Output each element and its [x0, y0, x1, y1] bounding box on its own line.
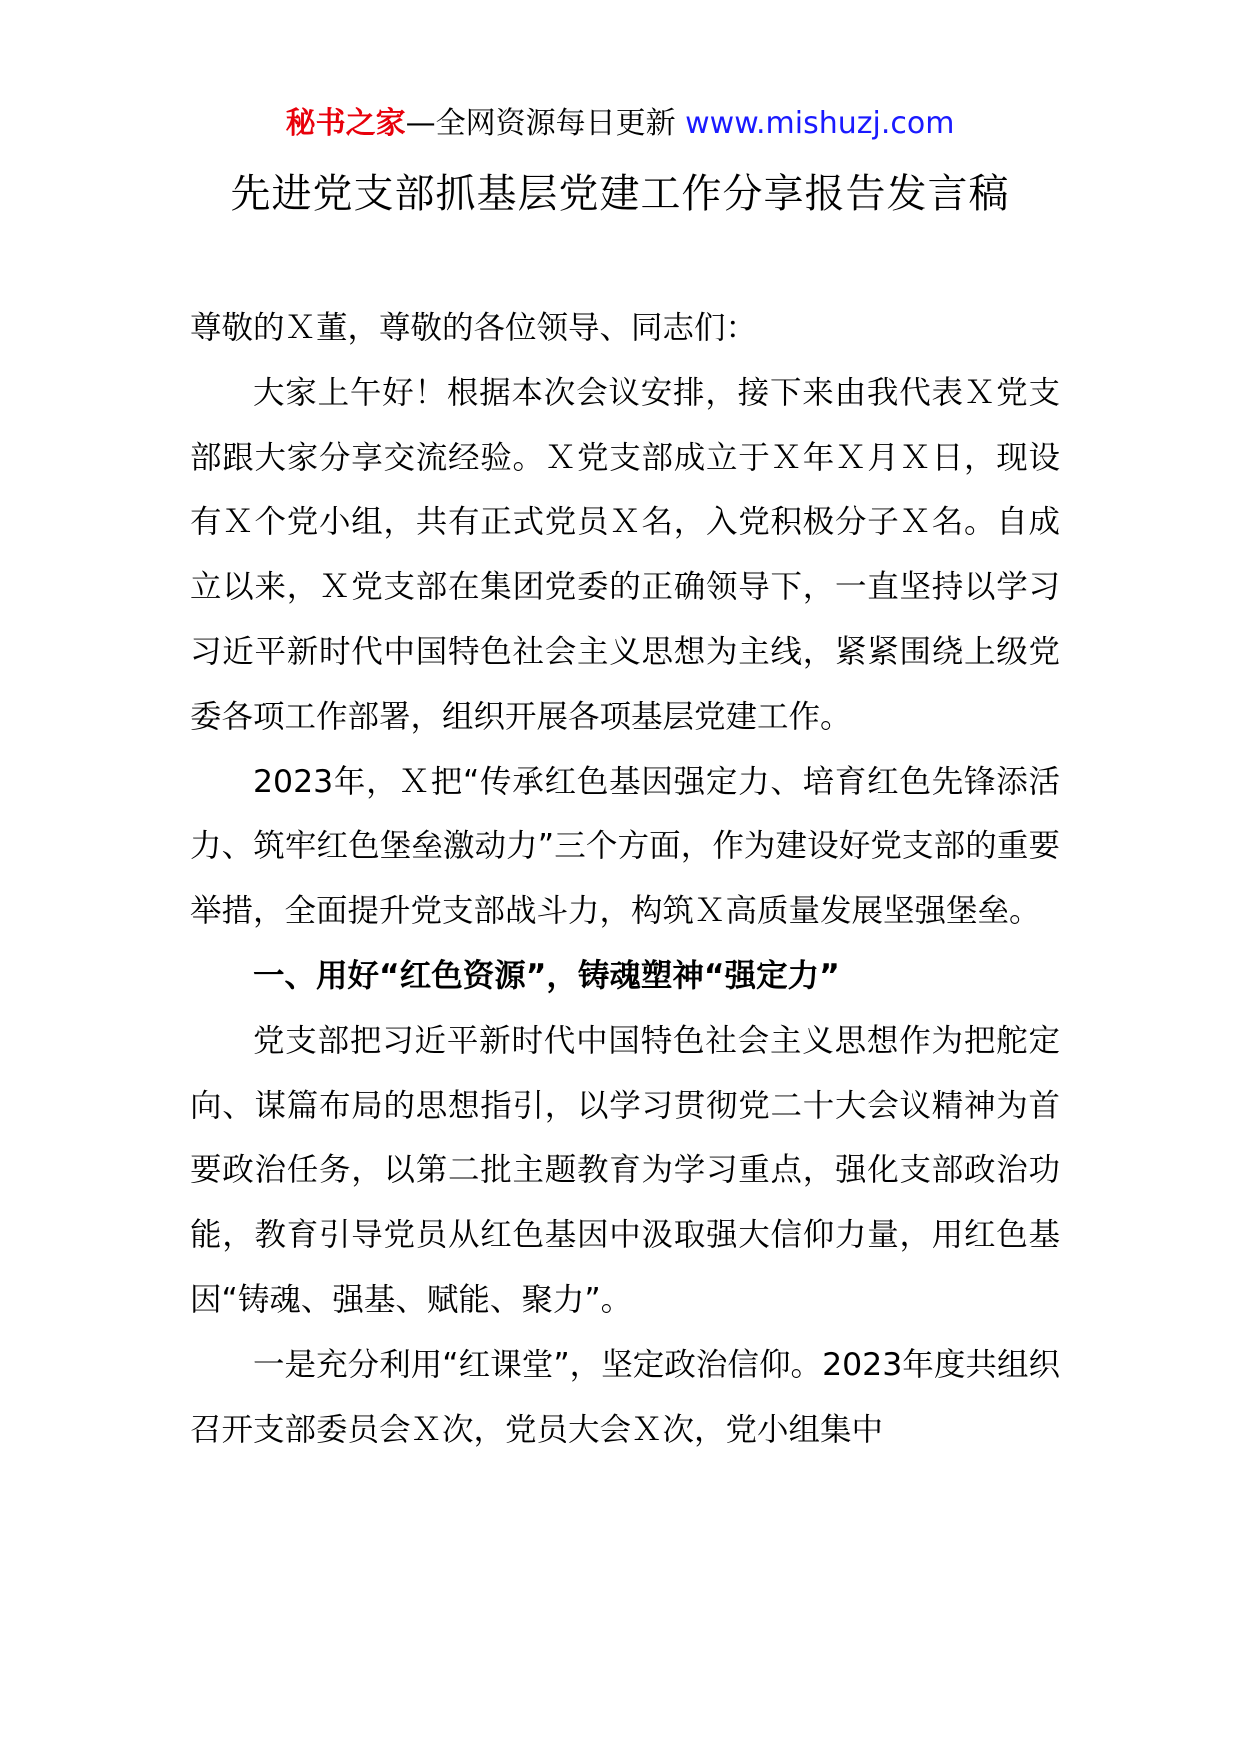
brand-name: 秘书之家	[285, 106, 406, 141]
salutation: 尊敬的Ｘ董，尊敬的各位领导、同志们：	[190, 310, 758, 346]
paragraph-2023-measures: 2023年，Ｘ把“传承红色基因强定力、培育红色先锋添活力、筑牢红色堡垒激动力”三个方面，作为建设好党支部的重要举措，全面提升党支部战斗力，构筑Ｘ高质量发展坚强堡垒。	[190, 763, 1060, 930]
document-body	[190, 296, 1060, 1462]
section-paragraph: 党支部把习近平新时代中国特色社会主义思想作为把舵定向、谋篇布局的思想指引，以学习贯彻党二十大会议精神为首要政治任务，以第二批主题教育为学习重点，强化支部政治功能，教育引导党员从红色基因中汲取强大信仰力量，用红色基因“铸魂、强基、赋能、聚力”。	[190, 1022, 1060, 1318]
paragraph-intro: 大家上午好！根据本次会议安排，接下来由我代表Ｘ党支部跟大家分享交流经验。Ｘ党支部成立于Ｘ年Ｘ月Ｘ日，现设有Ｘ个党小组，共有正式党员Ｘ名，入党积极分子Ｘ名。自成立以来，Ｘ党支部在集团党委的正确领导下，一直坚持以学习习近平新时代中国特色社会主义思想为主线，紧紧围绕上级党委各项工作部署，组织开展各项基层党建工作。	[190, 374, 1060, 735]
section-paragraph: 一是充分利用“红课堂”，坚定政治信仰。2023年度共组织召开支部委员会Ｘ次，党员大会Ｘ次，党小组集中	[190, 1346, 1060, 1448]
document-title: 先进党支部抓基层党建工作分享报告发言稿	[230, 171, 1010, 217]
section-heading-1: 一、用好“红色资源”，铸魂塑神“强定力”	[253, 957, 840, 994]
header-slogan: —全网资源每日更新	[405, 106, 676, 141]
site-header	[0, 104, 1240, 144]
site-url-link[interactable]: www.mishuzj.com	[685, 106, 955, 141]
